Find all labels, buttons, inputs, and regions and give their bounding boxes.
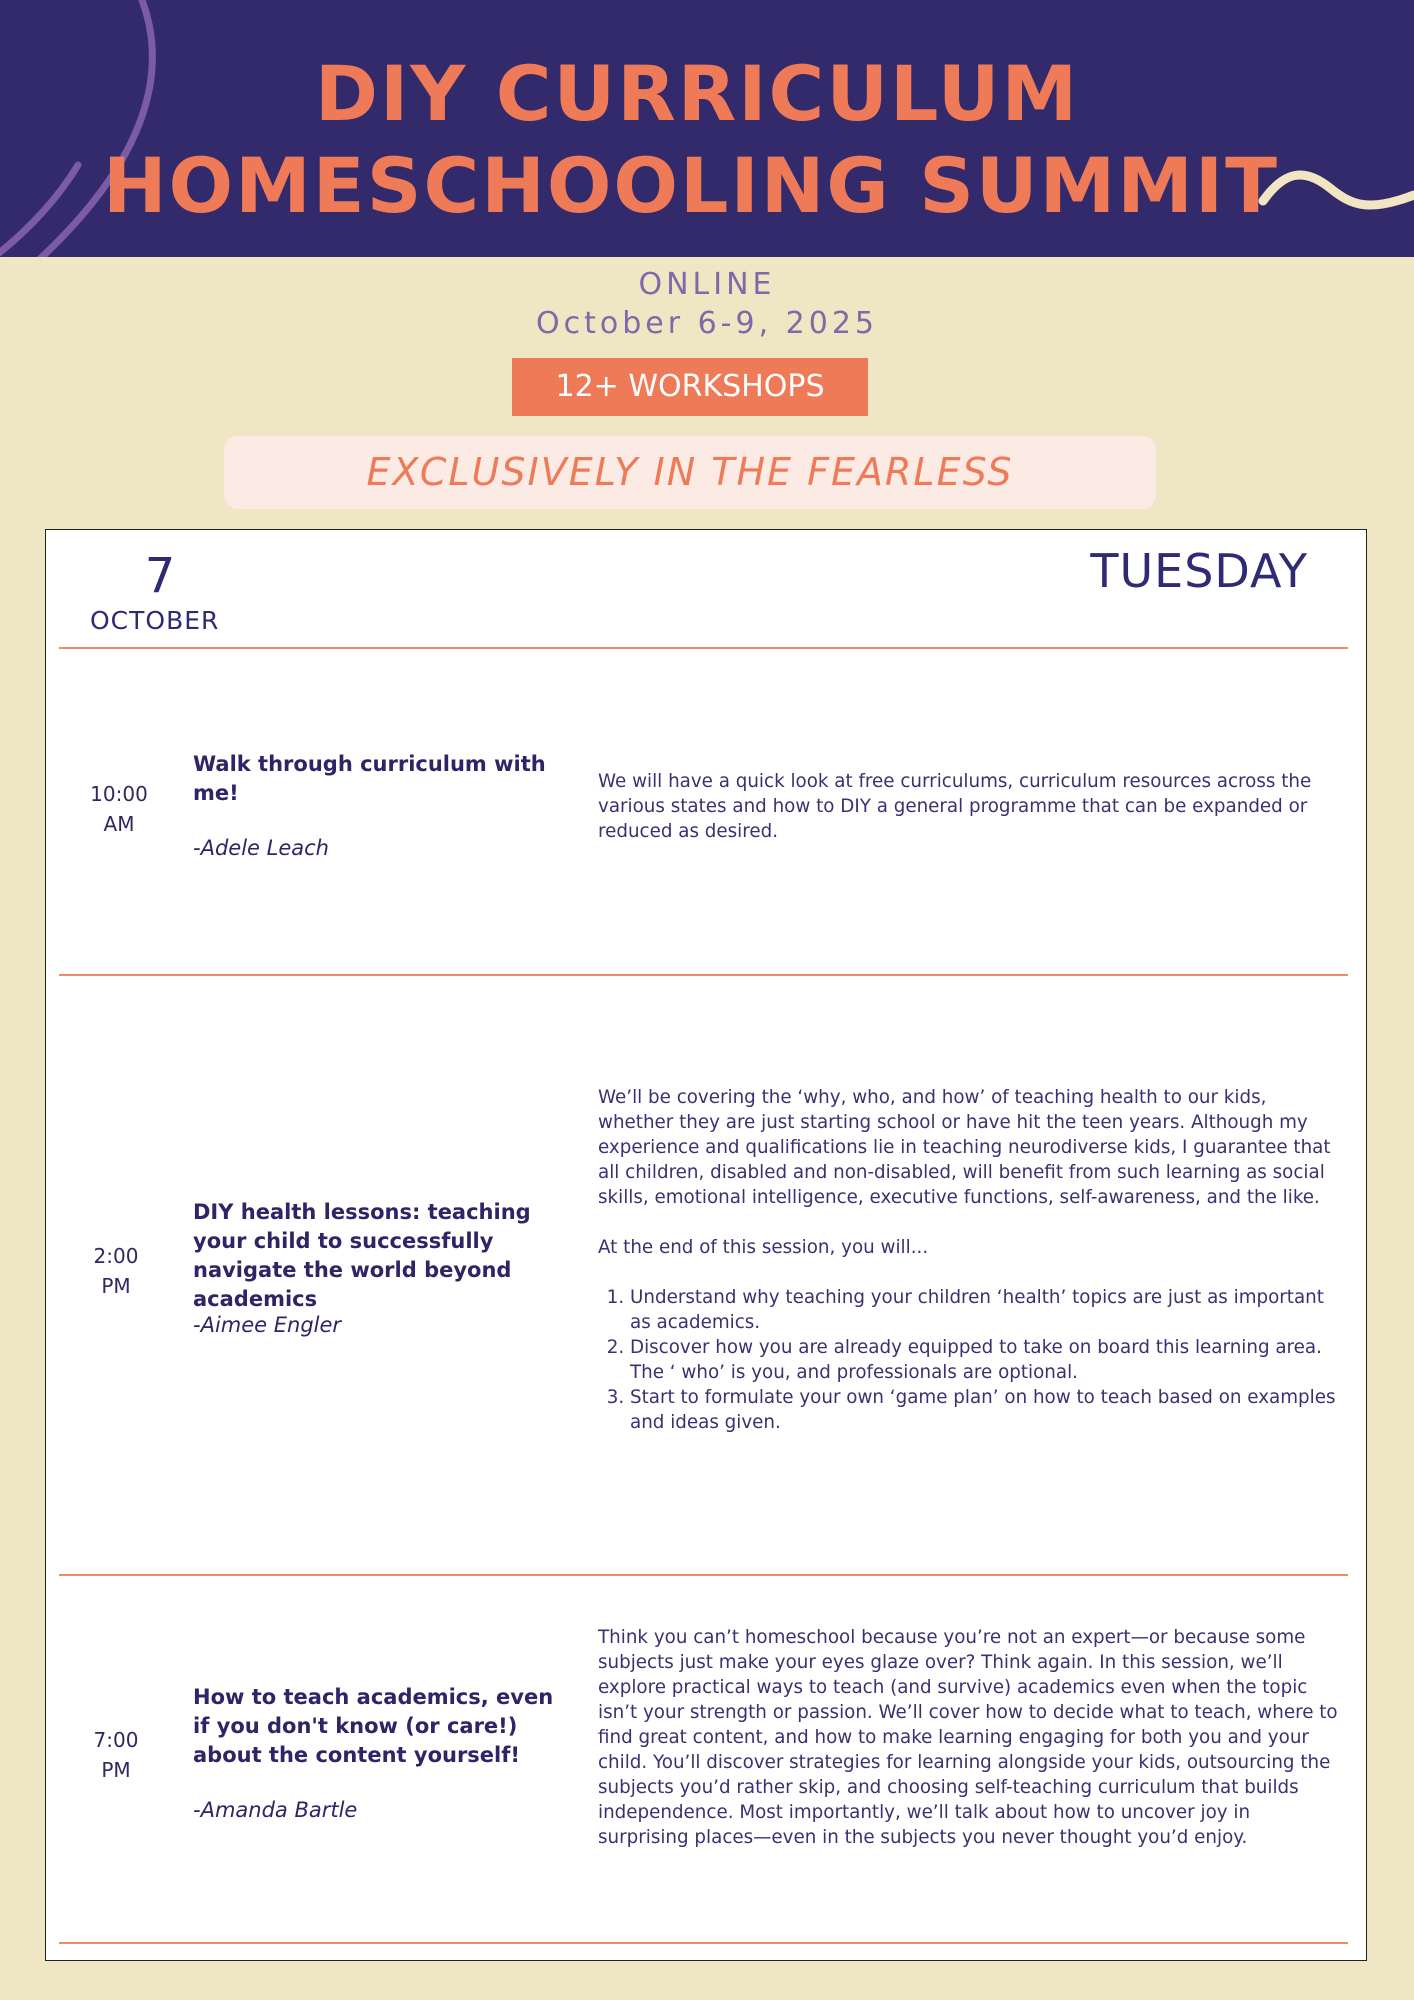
divider-line (59, 974, 1348, 976)
day-number: 7 (144, 548, 176, 604)
time-period: AM (103, 812, 135, 836)
event-location: ONLINE (638, 267, 776, 302)
session-2-description (598, 1085, 1338, 1435)
event-dates: October 6-9, 2025 (535, 306, 878, 341)
session-2-summary: We’ll be covering the ‘why, who, and how’ of teaching health to our kids, whether they are just starting school or have hit the teen years. Although my experience and qualifications lie in teaching neurodiverse kids, I guarantee that all children, disabled and non-disabled, will benefit from such learning as social skills, emotional intelligence, executive functions, self-awareness, and the like. (598, 1087, 1331, 1208)
time-period: PM (101, 1274, 131, 1298)
outcome-item: 1. Understand why teaching your children ‘health’ topics are just as important as academics. (630, 1285, 1338, 1335)
session-2-title: DIY health lessons: teaching your child to successfully navigate the world beyond academics (193, 1200, 531, 1311)
session-1-time (69, 779, 169, 839)
session-3-title: How to teach academics, even if you don't know (or care!) about the content yourself! (193, 1685, 554, 1767)
day-month: OCTOBER (90, 606, 220, 635)
time-period: PM (101, 1758, 131, 1782)
summit-title-line-2: HOMESCHOOLING SUMMIT (102, 141, 1280, 230)
session-3-speaker: -Amanda Bartle (193, 1798, 358, 1822)
time-value: 2:00 (93, 1244, 139, 1268)
membership-banner: EXCLUSIVELY IN THE FEARLESS (224, 436, 1156, 509)
summit-title-line-1: DIY CURRICULUM (314, 49, 1080, 138)
session-2-speaker: -Aimee Engler (193, 1313, 342, 1337)
session-1-title: Walk through curriculum with me! (193, 752, 546, 805)
session-2-time (66, 1241, 166, 1301)
divider-line (59, 647, 1348, 649)
session-1-speaker: -Adele Leach (193, 836, 329, 860)
session-2-outcomes-list (598, 1285, 1338, 1435)
time-value: 10:00 (90, 782, 148, 806)
outcome-item: 2. Discover how you are already equipped to take on board this learning area. The ‘ who’ is you, and professionals are optional. (630, 1335, 1338, 1385)
day-weekday: TUESDAY (1090, 544, 1308, 598)
divider-line (59, 1942, 1348, 1944)
session-3-description: Think you can’t homeschool because you’re not an expert—or because some subjects just make your eyes glaze over? Think again. In this session, we’ll explore practical ways to teach (and survive) academics even when the topic isn’t your strength or passion. We’ll cover how to decide what to teach, where to find great content, and how to make learning engaging for both you and your child. You’ll discover strategies for learning alongside your kids, outsourcing the subjects you’d rather skip, and choosing self-teaching curriculum that builds independence. Most importantly, we’ll talk about how to uncover joy in surprising places—even in the subjects you never thought you’d enjoy. (598, 1627, 1338, 1848)
session-2-outcomes-intro: At the end of this session, you will... (598, 1237, 929, 1258)
header-banner (0, 0, 1414, 257)
divider-line (59, 1574, 1348, 1576)
outcome-item: 3. Start to formulate your own ‘game plan’ on how to teach based on examples and ideas given. (630, 1385, 1338, 1435)
workshops-badge: 12+ WORKSHOPS (512, 358, 868, 416)
session-3-time (66, 1725, 166, 1785)
session-1-description: We will have a quick look at free curriculums, curriculum resources across the various states and how to DIY a general programme that can be expanded or reduced as desired. (598, 771, 1312, 842)
time-value: 7:00 (93, 1728, 139, 1752)
